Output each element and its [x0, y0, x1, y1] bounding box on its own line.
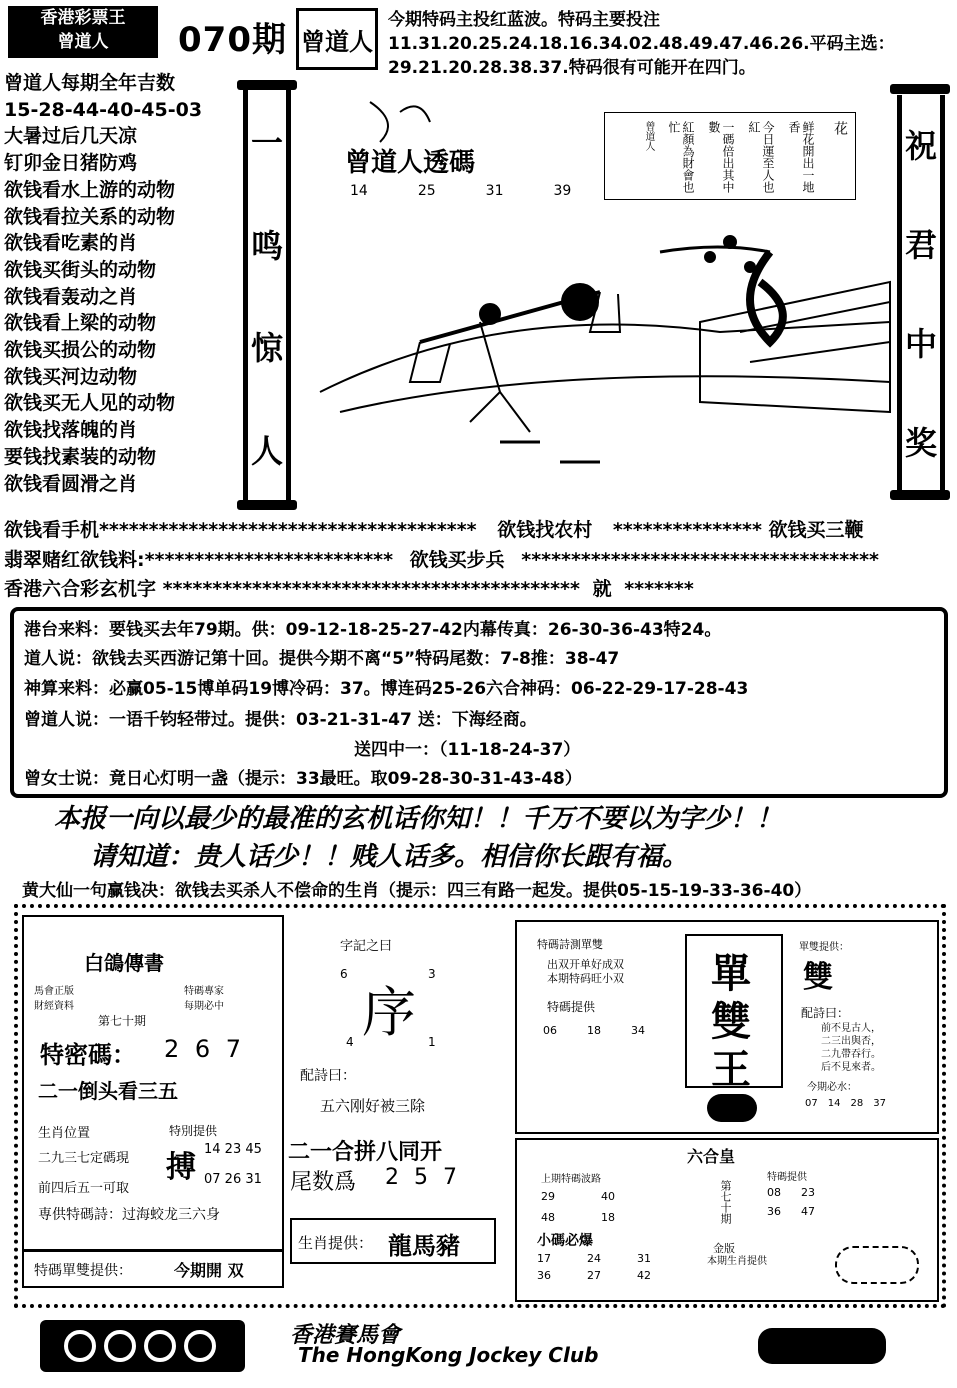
number-chip: 06	[543, 1024, 557, 1037]
info-line: 送四中一：（11-18-24-37）	[354, 740, 581, 760]
number-chip: 07	[805, 1098, 818, 1109]
poem-line: 前不見古人，	[821, 1023, 881, 1034]
number-chip: 18	[587, 1024, 601, 1037]
panel-liuhe	[515, 1138, 939, 1302]
small-nums	[537, 1252, 687, 1282]
list-item: 欲钱找落魄的肖	[4, 419, 138, 442]
right-title: 單雙提供：	[799, 942, 849, 953]
tema-nums	[767, 1186, 835, 1218]
scroll-rod	[890, 84, 950, 94]
number-chip: 34	[631, 1024, 645, 1037]
panel-odd-even	[515, 920, 939, 1134]
logo-knot-icon	[40, 1320, 245, 1372]
right-char: 雙	[803, 960, 833, 995]
panel-title: 白鴿傳書	[84, 951, 164, 975]
scroll-char: 奖	[904, 423, 937, 462]
flower-icon	[707, 1094, 757, 1122]
star-row-right: *************** 欲钱买三鞭	[612, 519, 864, 541]
corner-num: 1	[428, 1035, 436, 1049]
left-scroll	[243, 90, 291, 500]
panel-pigeon	[22, 915, 284, 1251]
star-row-left: 欲钱看手机**************************************	[4, 519, 477, 541]
dan-row	[22, 1250, 284, 1288]
poem-line: 花	[832, 121, 848, 135]
number-chip: 08	[767, 1186, 781, 1199]
picture-number: 14	[350, 183, 368, 199]
info-line: 曾女士说：竟日心灯明一盏（提示：33最旺。取09-28-30-31-43-48）	[24, 769, 582, 789]
footer-english-name: The HongKong Jockey Club	[298, 1343, 599, 1367]
big-char: 單	[711, 950, 751, 997]
number-chip: 40	[601, 1190, 615, 1203]
badge-line1: 香港彩票王	[40, 8, 126, 28]
list-item: 欲钱看水上游的动物	[4, 178, 176, 201]
poem-line: 今日運至人也紅	[747, 121, 775, 193]
panel-poem: 五六刚好被三除	[320, 1097, 426, 1115]
big-char-box	[685, 934, 783, 1093]
poem-label: 配詩曰：	[300, 1068, 356, 1084]
scroll-char: 一	[250, 124, 283, 163]
pos-text: 二九三七定碼現	[38, 1151, 130, 1166]
poem-line: 一碼倍出其中數	[707, 121, 735, 193]
zodiac-value: 龍馬豬	[388, 1231, 460, 1260]
small-label: 小碼必爆	[537, 1233, 593, 1249]
big-character: 序	[362, 981, 416, 1044]
panel-issue: 第七十期	[98, 1014, 147, 1028]
number-chip: 48	[541, 1211, 555, 1224]
info-line: 神算来料：必赢05-15博单码19博冷码：37。博连码25-26六合神码：06-22-29-17-28-43	[24, 679, 749, 699]
scroll-char: 惊	[250, 329, 283, 368]
scroll-char: 鸣	[250, 226, 283, 265]
scroll-char: 人	[250, 431, 283, 470]
panel-line: 本期特码旺小双	[547, 972, 624, 985]
info-line: 曾道人说：一语千钧轻带过。提供：03-21-31-47 送：下海经商。	[24, 710, 537, 730]
list-item: 要钱找素装的动物	[4, 445, 157, 468]
emblem-icon	[835, 1246, 919, 1284]
provide-nums	[543, 1024, 645, 1037]
number-chip: 23	[801, 1186, 815, 1199]
panel-title: 字記之曰	[340, 939, 393, 954]
panel-issue: 第七十期	[719, 1180, 732, 1224]
logo-box: 曾道人	[296, 8, 378, 70]
poem-line: 二九帶吞行。	[821, 1049, 881, 1060]
list-item: 欲钱买河边动物	[4, 365, 138, 388]
tema-value: 2 6 7	[164, 1035, 246, 1063]
panel-title: 特碼詩測單雙	[537, 938, 603, 951]
number-chip: 29	[541, 1190, 555, 1203]
number-chip: 18	[601, 1211, 615, 1224]
picture-numbers	[350, 183, 571, 199]
info-line: 道人说：欲钱去买西游记第十回。提供今期不离“5”特码尾数：7-8推：38-47	[24, 649, 620, 669]
jockey-club-logo	[40, 1320, 245, 1372]
scroll-char: 中	[904, 324, 937, 363]
tail-value: 2 5 7	[385, 1165, 461, 1190]
list-item: 欲钱买无人见的动物	[4, 392, 176, 415]
list-item: 曾道人每期全年吉数	[4, 72, 176, 94]
poem-line: 二三出與否，	[821, 1036, 881, 1047]
list-item: 欲钱看拉关系的动物	[4, 205, 176, 228]
scroll-rod	[237, 500, 297, 510]
star-row	[4, 545, 879, 572]
number-chip: 27	[587, 1269, 601, 1282]
star-row-right: *******	[624, 578, 694, 600]
left-hint-list	[4, 70, 249, 497]
list-item: 钉卯金日猪防鸡	[4, 152, 138, 175]
corner-num: 6	[340, 967, 348, 981]
scroll-char: 祝	[904, 127, 937, 166]
star-row	[4, 574, 694, 601]
tj-nums: 14 23 45	[204, 1142, 262, 1157]
tema-hint: 二一倒头看三五	[38, 1079, 178, 1103]
panel-character	[288, 925, 490, 1195]
list-item: 欲钱买街头的动物	[4, 258, 157, 281]
panel-subtitle: 馬會正版 財經資料	[34, 986, 74, 1012]
number-chip: 31	[637, 1252, 651, 1265]
tema-label: 特碼提供	[767, 1172, 807, 1183]
panel-subtitle: 特碼專家 每期必中	[184, 986, 224, 1012]
poem-block	[821, 1022, 881, 1074]
star-row-mid: 就	[592, 578, 612, 600]
panel-poem: 専供特碼詩：过海蛟龙三六身	[38, 1207, 220, 1223]
tema-label: 特密碼：	[40, 1041, 136, 1069]
list-item: 15-28-44-40-45-03	[4, 98, 203, 121]
star-row-right: ************************************	[521, 549, 879, 571]
list-item: 欲钱看圆滑之肖	[4, 472, 138, 495]
dan-label: 特碼單雙提供：	[34, 1263, 132, 1279]
panel-title: 六合皇	[687, 1147, 736, 1166]
number-chip: 14	[827, 1098, 841, 1109]
huang-tip: 黄大仙一句赢钱决：欲钱去买杀人不偿命的生肖（提示：四三有路一起发。提供05-15-19-33-36-40）	[22, 881, 812, 901]
list-item: 欲钱看吃素的肖	[4, 232, 138, 255]
brand-badge	[8, 6, 158, 58]
number-chip: 42	[637, 1269, 651, 1282]
info-line: 港台来料：要钱买去年79期。供：09-12-18-25-27-42内幕传真：26-30-36-43特24。	[24, 620, 722, 640]
picture-number: 25	[417, 183, 436, 199]
big-char: 雙	[711, 998, 751, 1045]
provide-label: 特碼提供	[547, 1000, 596, 1014]
info-box	[10, 607, 948, 798]
number-chip: 37	[873, 1098, 886, 1109]
poem-line: 鲜花開出一地香	[787, 121, 815, 193]
gold-label: 金版	[713, 1242, 735, 1255]
panel-line: 出双开单好成双	[547, 958, 624, 971]
top-info-text: 今期特码主投红蓝波。特码主要投注11.31.20.25.24.18.16.34.02.48.49.47.46.26.平码主选：29.21.20.28.38.37.特码很有可能开在四门。	[388, 10, 895, 78]
corner-num: 4	[346, 1035, 354, 1049]
list-item: 欲钱看轰动之肖	[4, 285, 138, 308]
list-item: 欲钱看上梁的动物	[4, 312, 157, 335]
big-char: 王	[711, 1046, 751, 1093]
number-chip: 24	[587, 1252, 601, 1265]
number-chip: 47	[801, 1205, 815, 1218]
footer-chinese-name: 香港賽馬會	[290, 1322, 401, 1348]
poem-line: 紅顏為財會也忙	[667, 121, 695, 193]
tj-char: 搏	[166, 1150, 196, 1185]
number-chip: 17	[537, 1252, 551, 1265]
star-row	[4, 515, 864, 542]
must-nums	[805, 1098, 886, 1109]
dan-value: 今期開 双	[174, 1261, 244, 1280]
scroll-char: 君	[904, 226, 937, 265]
emblem-icon	[758, 1328, 886, 1364]
picture-number: 31	[485, 183, 504, 199]
zodiac-label: 生肖提供：	[298, 1234, 374, 1252]
picture-number: 39	[553, 183, 572, 199]
pos-text: 前四后五一可取	[38, 1181, 130, 1196]
combo-text: 二一合拼八同开	[288, 1140, 443, 1165]
poem-line: 后不見來者。	[821, 1062, 881, 1073]
poem-label: 配詩曰：	[801, 1006, 850, 1020]
tj-nums: 07 26 31	[204, 1172, 262, 1187]
slogan: 请知道：贵人话少！！贱人话多。相信你长跟有福。	[90, 842, 689, 872]
pos-label: 生肖位置	[38, 1126, 91, 1141]
poem-signature: 曾道人	[643, 121, 654, 151]
star-row-left: 香港六合彩玄机字 ******************************************	[4, 578, 580, 600]
corner-num: 3	[428, 967, 436, 981]
badge-line2: 曾道人	[57, 32, 109, 52]
wave-label: 上期特碼波路	[541, 1174, 601, 1185]
issue-number: 070期	[178, 20, 287, 60]
scroll-rod	[890, 490, 950, 500]
tj-label: 特別提供	[169, 1124, 218, 1138]
slogan: 本报一向以最少的最准的玄机话你知！！千万不要以为字少！！	[54, 804, 783, 834]
star-row-left: 翡翠赌红欲钱料:*************************	[4, 549, 393, 571]
picture-title: 曾道人透碼	[345, 148, 476, 178]
right-scroll	[897, 95, 945, 490]
number-chip: 36	[767, 1205, 781, 1218]
scroll-rod	[237, 80, 297, 90]
poem-box	[604, 112, 856, 200]
zodiac-row	[290, 1218, 496, 1264]
list-item: 大暑过后几天凉	[4, 125, 138, 148]
tail-label: 尾数爲	[290, 1170, 357, 1195]
wave-nums	[541, 1190, 661, 1224]
zodiac-label: 本期生肖提供	[707, 1256, 767, 1267]
star-row-mid: 欲钱买步兵	[409, 549, 505, 571]
must-label: 今期必水：	[807, 1082, 857, 1093]
number-chip: 28	[850, 1098, 864, 1109]
list-item: 欲钱买损公的动物	[4, 339, 157, 362]
star-row-mid: 欲钱找农村	[497, 519, 593, 541]
number-chip: 36	[537, 1269, 551, 1282]
